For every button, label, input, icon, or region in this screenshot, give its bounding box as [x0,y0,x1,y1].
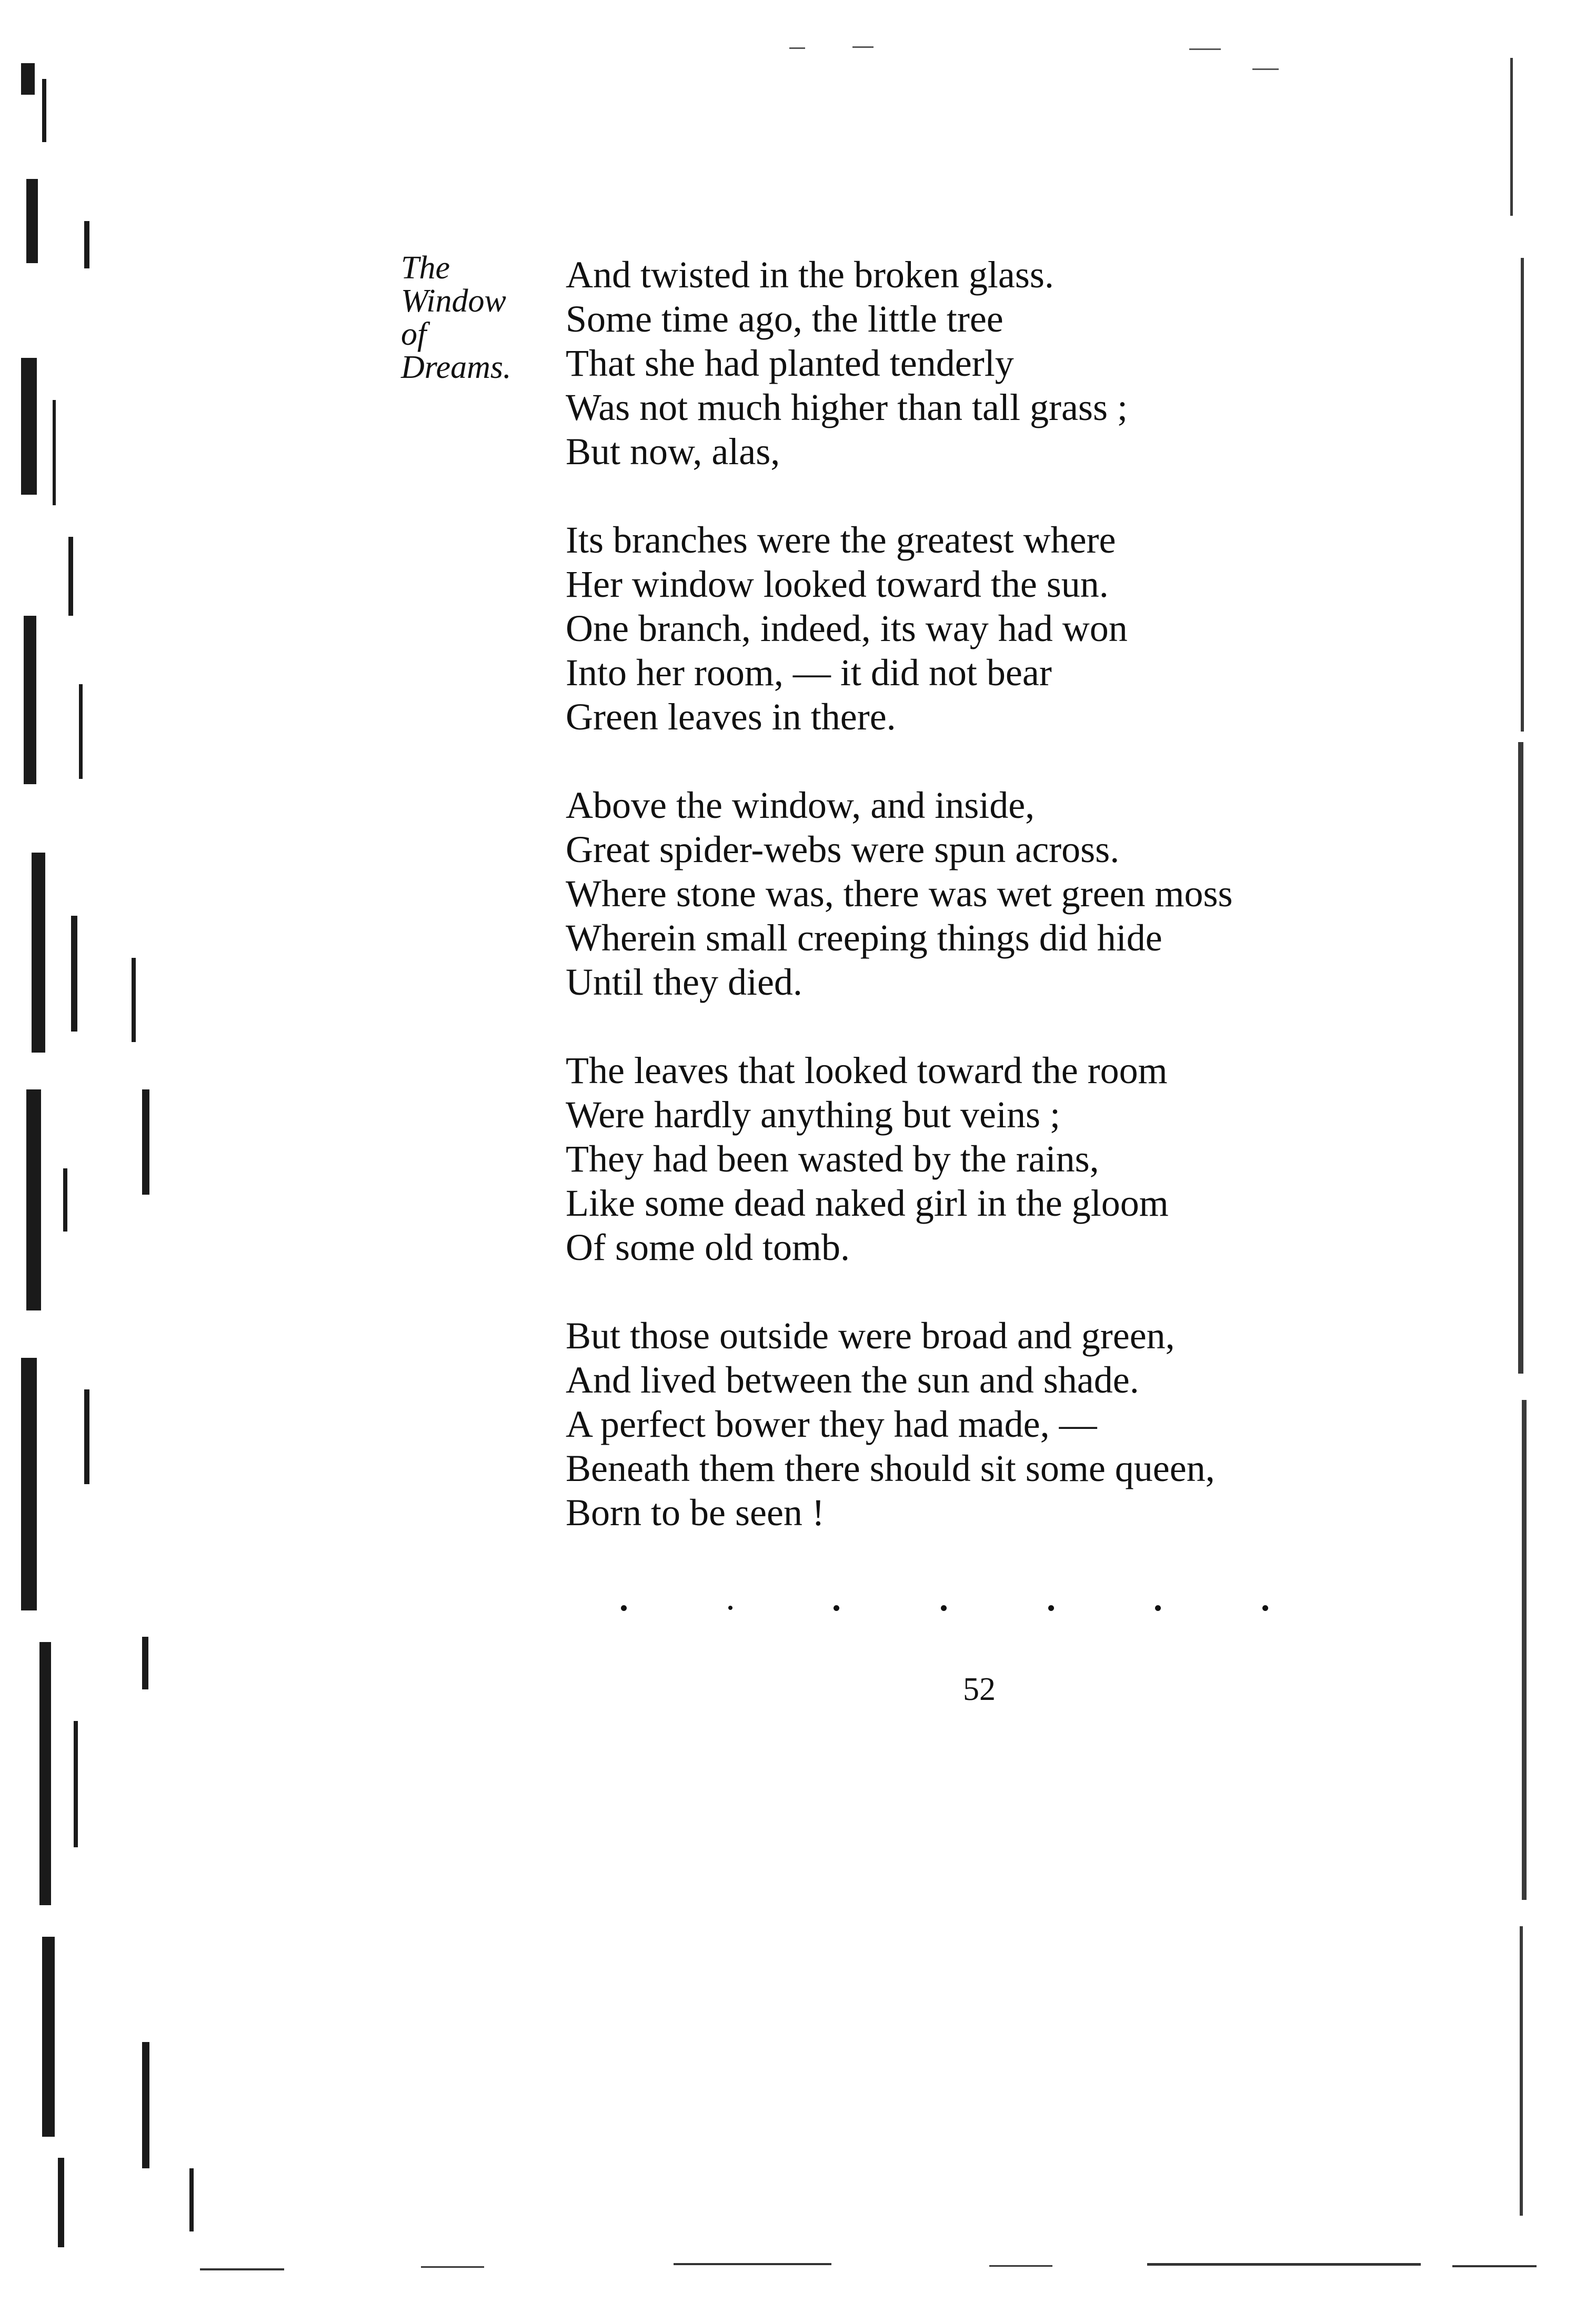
poem-line: Were hardly anything but veins ; [566,1094,1060,1136]
poem-line: Born to be seen ! [566,1492,825,1534]
poem-line: Its branches were the greatest where [566,519,1116,561]
poem-body [566,253,1355,1579]
poem-line: One branch, indeed, its way had won [566,607,1128,649]
poem-line: Green leaves in there. [566,696,896,738]
ellipsis-dot [1262,1605,1268,1611]
poem-line: A perfect bower they had made, — [566,1403,1097,1445]
poem-line: Great spider-webs were spun across. [566,828,1120,870]
poem-line: That she had planted tenderly [566,342,1014,384]
stanza [566,518,1355,739]
side-title-line: Window [401,283,506,319]
stanza [566,1314,1355,1535]
poem-line: Into her room, — it did not bear [566,652,1052,694]
poem-line: Her window looked toward the sun. [566,563,1109,605]
ellipsis-dot [728,1606,732,1610]
poem-line: Until they died. [566,961,802,1003]
side-title-line: Dreams. [401,349,511,385]
ellipsis-dot [621,1605,627,1611]
poem-line: They had been wasted by the rains, [566,1138,1099,1180]
poem-line: And twisted in the broken glass. [566,254,1054,296]
poem-line: Was not much higher than tall grass ; [566,386,1128,428]
scan-edge-top [789,37,1368,84]
side-title [401,252,511,384]
poem-line: But those outside were broad and green, [566,1315,1175,1357]
ellipsis-dot [1048,1605,1054,1611]
poem-line: But now, alas, [566,431,780,473]
poem-line: Above the window, and inside, [566,784,1035,826]
poem-line: Some time ago, the little tree [566,298,1003,340]
ellipsis-dot [941,1605,947,1611]
ellipsis-divider [621,1600,1268,1616]
scan-edge-bottom [200,2247,1568,2284]
ellipsis-dot [1155,1605,1161,1611]
poem-line: Where stone was, there was wet green moss [566,873,1233,915]
poem-line: Like some dead naked girl in the gloom [566,1182,1169,1224]
poem-line: And lived between the sun and shade. [566,1359,1139,1401]
stanza [566,783,1355,1004]
scan-edge-right [1489,58,1573,2216]
side-title-line: of [401,316,427,352]
poem-line: Of some old tomb. [566,1226,850,1268]
poem-line: Beneath them there should sit some queen, [566,1447,1215,1489]
ellipsis-dot [834,1605,839,1611]
stanza [566,253,1355,474]
stanza [566,1048,1355,1269]
page-number: 52 [963,1672,996,1707]
side-title-line: The [401,250,450,286]
poem-line: The leaves that looked toward the room [566,1049,1168,1092]
poem-line: Wherein small creeping things did hide [566,917,1162,959]
scan-edge-left [21,63,195,2247]
